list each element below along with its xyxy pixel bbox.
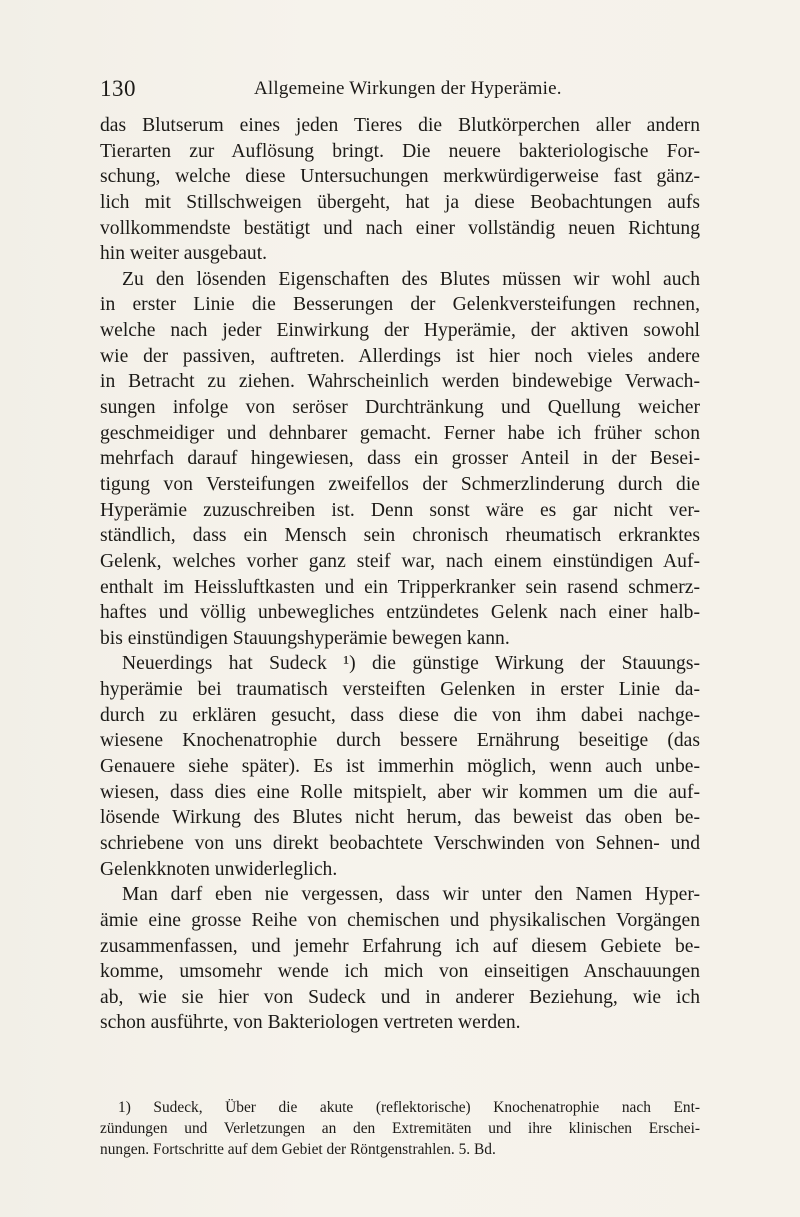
text-line: Hyperämie zuzuschreiben ist. Denn sonst wäre es gar nicht ver-: [100, 499, 700, 521]
text-line: sungen infolge von seröser Durchtränkung und Quellung weicher: [100, 397, 700, 419]
text-line: schung, welche diese Untersuchungen merkwürdigerweise fast gänz-: [100, 166, 700, 188]
paragraph-start-line: Man darf eben nie vergessen, dass wir unter den Namen Hyper-: [122, 884, 700, 906]
text-line: in Betracht zu ziehen. Wahrscheinlich werden bindewebige Verwach-: [100, 371, 700, 393]
text-line: ämie eine grosse Reihe von chemischen und physikalischen Vorgängen: [100, 909, 700, 931]
text-line: wiesen, dass dies eine Rolle mitspielt, aber wir kommen um die auf-: [100, 781, 700, 803]
text-line: hyperämie bei traumatisch versteiften Gelenken in erster Linie da-: [100, 679, 700, 701]
text-line: Tierarten zur Auflösung bringt. Die neuere bakteriologische For-: [100, 140, 700, 162]
footnote-line: zündungen und Verletzungen an den Extremitäten und ihre klinischen Erschei-: [100, 1120, 700, 1137]
running-head: Allgemeine Wirkungen der Hyperämie.: [254, 78, 562, 99]
text-line: welche nach jeder Einwirkung der Hyperämie, der aktiven sowohl: [100, 320, 700, 342]
text-line: mehrfach darauf hingewiesen, dass ein grosser Anteil in der Besei-: [100, 448, 700, 470]
text-line: Gelenkknoten unwiderleglich.: [100, 858, 338, 880]
text-line: durch zu erklären gesucht, dass diese die von ihm dabei nachge-: [100, 704, 700, 726]
text-line: ständlich, dass ein Mensch sein chronisch rheumatisch erkranktes: [100, 525, 700, 547]
text-line: zusammenfassen, und jemehr Erfahrung ich auf diesem Gebiete be-: [100, 935, 700, 957]
text-line: schon ausführte, von Bakteriologen vertreten werden.: [100, 1012, 521, 1034]
text-line: lösende Wirkung des Blutes nicht herum, das beweist das oben be-: [100, 807, 700, 829]
footnote-line: 1) Sudeck, Über die akute (reflektorische) Knochenatrophie nach Ent-: [118, 1099, 700, 1116]
text-line: Gelenk, welches vorher ganz steif war, nach einem einstündigen Auf-: [100, 550, 700, 572]
text-line: das Blutserum eines jeden Tieres die Blutkörperchen aller andern: [100, 115, 700, 136]
footnote-line: nungen. Fortschritte auf dem Gebiet der Röntgenstrahlen. 5. Bd.: [100, 1141, 496, 1158]
text-line: tigung von Versteifungen zweifellos der Schmerzlinderung durch die: [100, 473, 700, 495]
paragraph-start-line: Zu den lösenden Eigenschaften des Blutes müssen wir wohl auch: [122, 268, 700, 290]
text-line: Genauere siehe später). Es ist immerhin möglich, wenn auch unbe-: [100, 756, 700, 778]
text-line: haftes und völlig unbewegliches entzündetes Gelenk nach einer halb-: [100, 602, 700, 624]
text-line: in erster Linie die Besserungen der Gelenkversteifungen rechnen,: [100, 294, 700, 316]
page-header: [100, 76, 700, 106]
paragraph-start-line: Neuerdings hat Sudeck ¹) die günstige Wirkung der Stauungs-: [122, 653, 700, 675]
text-line: vollkommendste bestätigt und nach einer vollständig neuen Richtung: [100, 217, 700, 239]
text-line: bis einstündigen Stauungshyperämie bewegen kann.: [100, 627, 510, 649]
text-line: wiesene Knochenatrophie durch bessere Ernährung beseitige (das: [100, 730, 700, 752]
text-line: geschmeidiger und dehnbarer gemacht. Ferner habe ich früher schon: [100, 422, 700, 444]
text-line: lich mit Stillschweigen übergeht, hat ja diese Beobachtungen aufs: [100, 191, 700, 213]
text-line: schriebene von uns direkt beobachtete Verschwinden von Sehnen- und: [100, 832, 700, 854]
text-line: komme, umsomehr wende ich mich von einseitigen Anschauungen: [100, 961, 700, 983]
footnotes: [100, 1097, 700, 1160]
page-number: 130: [100, 76, 136, 101]
text-line: enthalt im Heissluftkasten und ein Tripperkranker sein rasend schmerz-: [100, 576, 700, 598]
text-line: hin weiter ausgebaut.: [100, 243, 268, 265]
text-line: wie der passiven, auftreten. Allerdings ist hier noch vieles andere: [100, 345, 700, 367]
body-text: [100, 113, 700, 1036]
text-line: ab, wie sie hier von Sudeck und in anderer Beziehung, wie ich: [100, 986, 700, 1008]
